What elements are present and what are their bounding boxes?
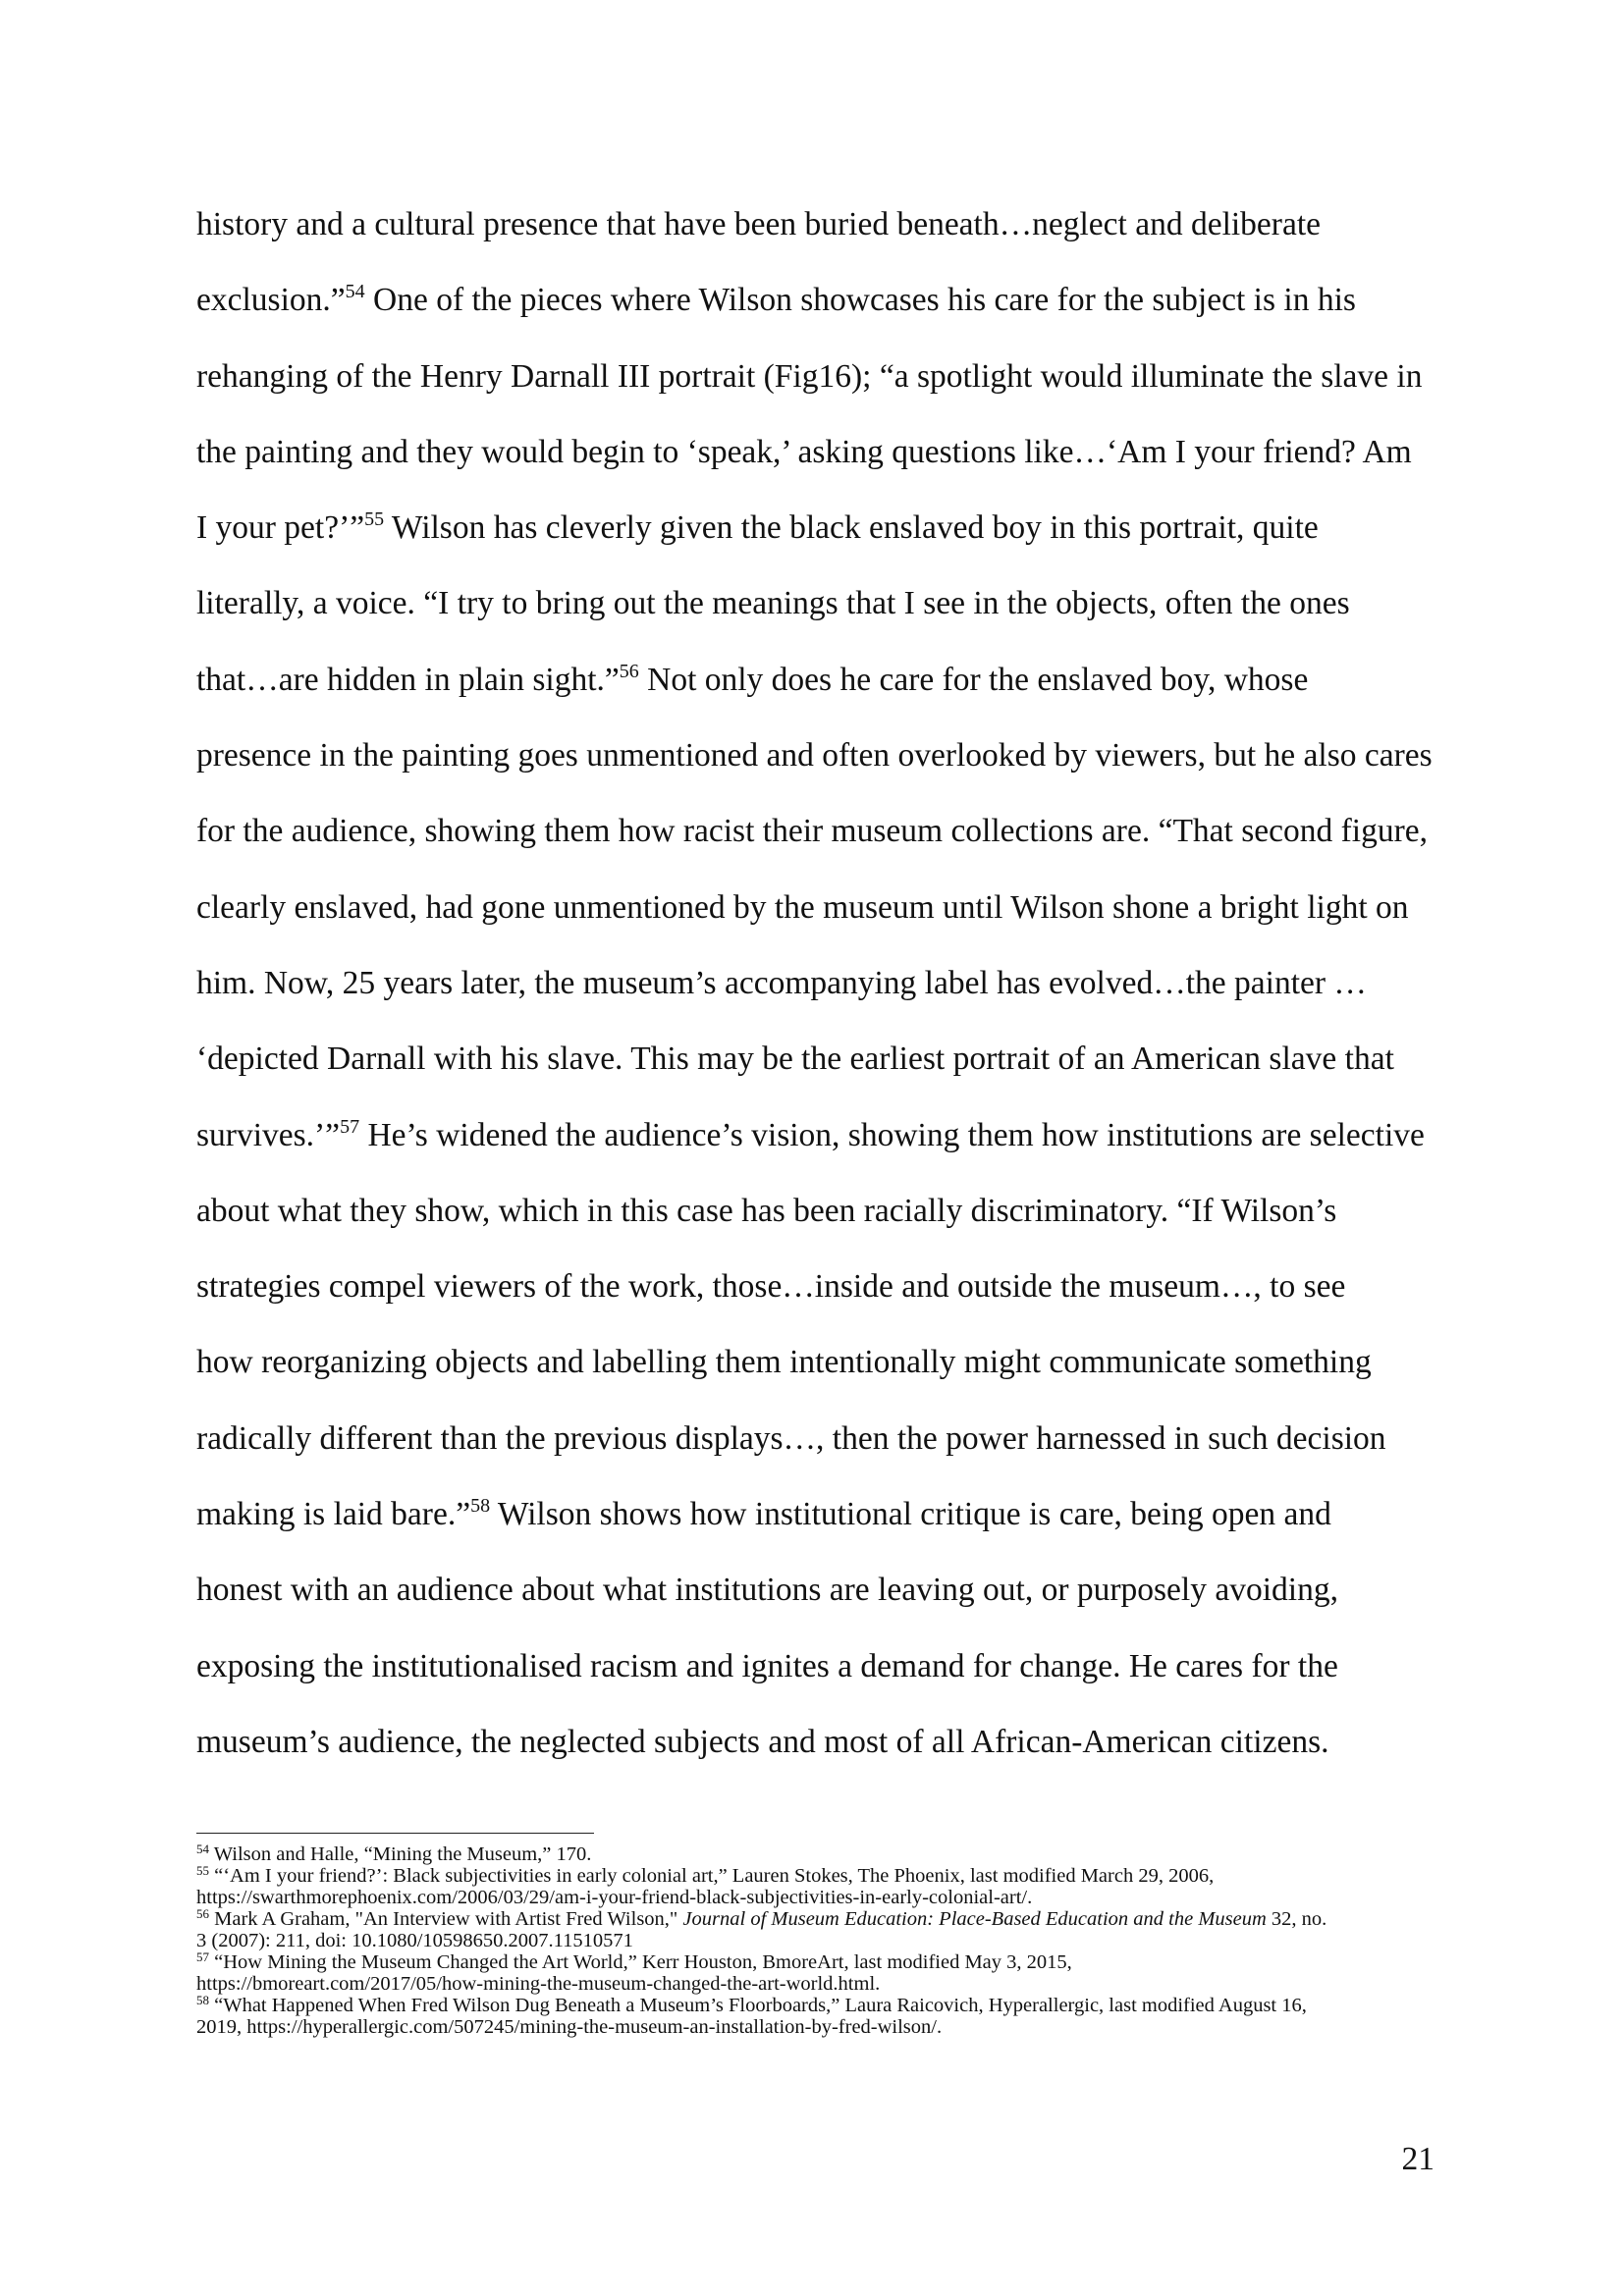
- body-line: exclusion.”$^{54}$ One of the pieces where Wilson showcases his care for the subject is in his: [196, 281, 1356, 319]
- footnote-link[interactable]: https://bmoreart.com/2017/05/how-mining-the-museum-changed-the-art-world.html.: [196, 1973, 881, 1995]
- body-line: rehanging of the Henry Darnall III portrait (Fig16); “a spotlight would illuminate the slave in: [196, 357, 1423, 395]
- body-line: that…are hidden in plain sight.”$^{56}$ Not only does he care for the enslaved boy, whose: [196, 660, 1309, 698]
- body-line: survives.’”$^{57}$ He’s widened the audience’s vision, showing them how institutions are selective: [196, 1115, 1425, 1153]
- footnotes: [196, 1843, 1443, 2038]
- footnote-ref[interactable]: 54: [345, 281, 365, 303]
- body-line: how reorganizing objects and labelling them intentionally might communicate something: [196, 1344, 1372, 1381]
- body-line: him. Now, 25 years later, the museum’s accompanying label has evolved…the painter …: [196, 964, 1367, 1001]
- body-line: history and a cultural presence that have been buried beneath…neglect and deliberate: [196, 206, 1322, 242]
- body-line: literally, a voice. “I try to bring out the meanings that I see in the objects, often the ones: [196, 585, 1350, 622]
- footnote-ref[interactable]: 56: [619, 660, 639, 682]
- footnote-link[interactable]: https://swarthmorephoenix.com/2006/03/29/am-i-your-friend-black-subjectivities-in-early-colonial-art/.: [196, 1887, 1033, 1908]
- footnote-number: 54: [196, 1842, 209, 1856]
- body-line: the painting and they would begin to ‘speak,’ asking questions like…‘Am I your friend? Am: [196, 433, 1412, 470]
- body-paragraph: [196, 187, 1443, 1780]
- footnote-58: $^{58}$ “What Happened When Fred Wilson Dug Beneath a Museum’s Floorboards,” Laura Raicovich, Hyperallergic, last modified August 16,: [196, 1993, 1307, 2016]
- footnote-number: 58: [196, 1993, 209, 2007]
- body-line: exposing the institutionalised racism and ignites a demand for change. He cares for the: [196, 1647, 1338, 1684]
- footnote-ref[interactable]: 58: [470, 1495, 491, 1518]
- body-line: strategies compel viewers of the work, those…inside and outside the museum…, to see: [196, 1268, 1346, 1306]
- footnote-number: 55: [196, 1863, 209, 1878]
- footnote-ref[interactable]: 57: [340, 1115, 360, 1138]
- footnote-ref[interactable]: 55: [364, 508, 385, 531]
- footnote-55: $^{55}$ “‘Am I your friend?’: Black subjectivities in early colonial art,” Lauren Stokes, The Phoenix, last modified March 29, 2006,: [196, 1863, 1215, 1887]
- footnote-continuation: 3 (2007): 211, doi: 10.1080/10598650.2007.11510571: [196, 1930, 633, 1951]
- body-line: for the audience, showing them how racist their museum collections are. “That second figure,: [196, 813, 1428, 850]
- body-line: making is laid bare.”$^{58}$ Wilson shows how institutional critique is care, being open and: [196, 1495, 1331, 1533]
- journal-title: Journal of Museum Education: Place-Based Education and the Museum: [682, 1908, 1267, 1930]
- footnote-54: $^{54}$ Wilson and Halle, “Mining the Museum,” 170.: [196, 1842, 592, 1865]
- footnote-link[interactable]: 2019, https://hyperallergic.com/507245/mining-the-museum-an-installation-by-fred-wilson/.: [196, 2016, 943, 2038]
- page-number: 21: [1401, 2141, 1435, 2177]
- body-line: about what they show, which in this case has been racially discriminatory. “If Wilson’s: [196, 1192, 1337, 1229]
- body-line: I your pet?’”$^{55}$ Wilson has cleverly given the black enslaved boy in this portrait, quite: [196, 508, 1319, 547]
- footnote-number: 57: [196, 1949, 209, 1964]
- footnote-57: $^{57}$ “How Mining the Museum Changed the Art World,” Kerr Houston, BmoreArt, last modified May 3, 2015,: [196, 1949, 1072, 1973]
- footnote-separator: [196, 1833, 594, 1834]
- body-line: clearly enslaved, had gone unmentioned by the museum until Wilson shone a bright light on: [196, 888, 1409, 926]
- footnote-56: $^{56}$ Mark A Graham, "An Interview with Artist Fred Wilson," Journal of Museum Education: Place-Based Education and the Museum 32, no.: [196, 1906, 1327, 1930]
- body-line: ‘depicted Darnall with his slave. This may be the earliest portrait of an American slave that: [196, 1041, 1394, 1078]
- footnote-number: 56: [196, 1906, 209, 1921]
- body-line: radically different than the previous displays…, then the power harnessed in such decision: [196, 1419, 1386, 1457]
- body-line: honest with an audience about what institutions are leaving out, or purposely avoiding,: [196, 1572, 1338, 1609]
- body-line: museum’s audience, the neglected subjects and most of all African-American citizens.: [196, 1723, 1329, 1760]
- body-line: presence in the painting goes unmentioned and often overlooked by viewers, but he also cares: [196, 737, 1433, 774]
